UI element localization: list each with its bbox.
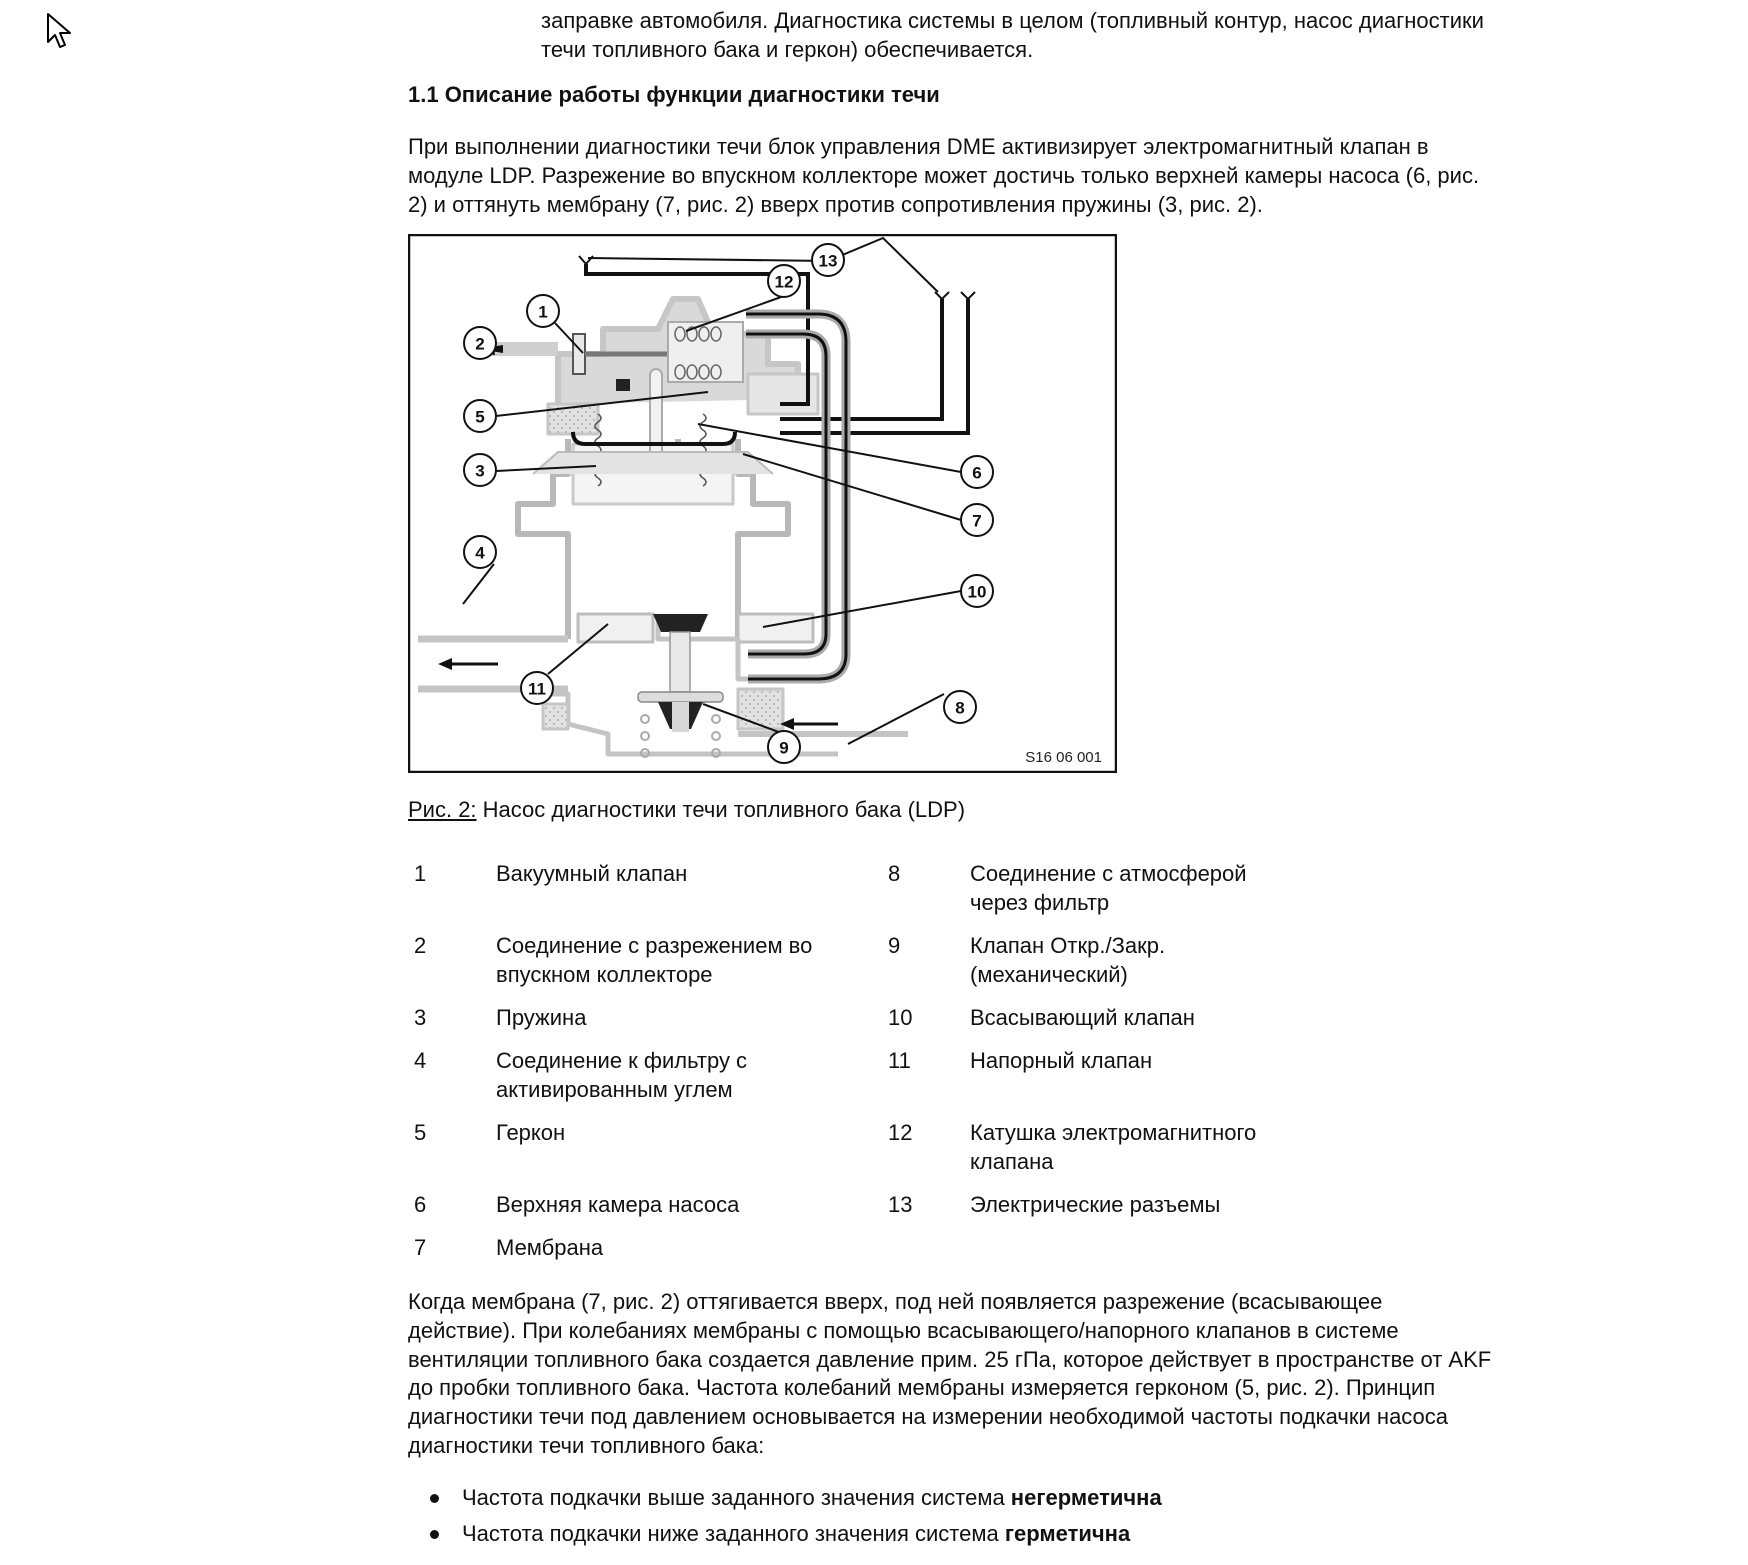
legend-num: 8: [888, 861, 901, 886]
legend-text: Всасывающий клапан: [970, 1005, 1195, 1030]
callout-label: 3: [475, 461, 485, 481]
legend-num: 2: [414, 933, 427, 958]
legend-text: Клапан Откр./Закр.: [970, 933, 1166, 958]
callout-label: 11: [528, 679, 546, 699]
paragraph-line: вентиляции топливного бака создается давление прим. 25 гПа, которое действует в пространстве от AKF: [408, 1347, 1492, 1372]
legend-num: 12: [888, 1120, 913, 1145]
legend-text: Соединение к фильтру с: [496, 1048, 748, 1073]
bullet-icon: [430, 1530, 439, 1539]
legend-num: 9: [888, 933, 901, 958]
intro-line: течи топливного бака и геркон) обеспечивается.: [541, 37, 1034, 62]
legend-text: Напорный клапан: [970, 1048, 1153, 1073]
bullet-icon: [430, 1494, 439, 1503]
legend-text: Соединение с атмосферой: [970, 861, 1247, 886]
bullet-text: Частота подкачки ниже заданного значения система: [462, 1521, 1005, 1546]
legend-text: Пружина: [496, 1005, 587, 1030]
bullet-item: [462, 1519, 1130, 1548]
figure-code: S16 06 001: [1025, 749, 1102, 766]
callout-label: 12: [774, 272, 794, 292]
paragraph-line: диагностики течи топливного бака:: [408, 1433, 765, 1458]
legend-num: 1: [414, 861, 427, 886]
legend-num: 11: [888, 1048, 911, 1073]
legend-text: клапана: [970, 1149, 1054, 1174]
legend-text: через фильтр: [970, 890, 1110, 915]
legend-text: Верхняя камера насоса: [496, 1192, 740, 1217]
legend-num: 4: [414, 1048, 427, 1073]
legend-text: Катушка электромагнитного: [970, 1120, 1257, 1145]
paragraph-line: 2) и оттянуть мембрану (7, рис. 2) вверх против сопротивления пружины (3, рис. 2).: [408, 192, 1263, 217]
callout-label: 10: [967, 582, 987, 602]
legend-num: 13: [888, 1192, 913, 1217]
figure-caption: [408, 795, 965, 824]
bullet-bold: герметична: [1004, 1521, 1131, 1546]
legend-text: Вакуумный клапан: [496, 861, 688, 886]
intro-line: заправке автомобиля. Диагностика системы в целом (топливный контур, насос диагностики: [541, 8, 1484, 33]
paragraph-line: Когда мембрана (7, рис. 2) оттягивается вверх, под ней появляется разрежение (всасывающее: [408, 1289, 1383, 1314]
bullet-item: [462, 1483, 1162, 1512]
callout-label: 13: [818, 251, 838, 271]
callout-label: 4: [475, 543, 485, 563]
callout-label: 2: [475, 334, 485, 354]
bullet-text: Частота подкачки выше заданного значения система: [462, 1485, 1011, 1510]
legend-text: Электрические разъемы: [970, 1192, 1221, 1217]
figure-caption-text: Насос диагностики течи топливного бака (LDP): [476, 797, 966, 822]
legend-text: впускном коллекторе: [496, 962, 713, 987]
ldp-pump-diagram: [408, 234, 1117, 773]
legend-num: 3: [414, 1005, 427, 1030]
callout-label: 8: [955, 698, 965, 718]
legend-text: Мембрана: [496, 1235, 604, 1260]
section-heading: 1.1 Описание работы функции диагностики течи: [408, 82, 940, 107]
paragraph-line: до пробки топливного бака. Частота колебаний мембраны измеряется герконом (5, рис. 2). Принцип: [408, 1375, 1436, 1400]
paragraph-line: действие). При колебаниях мембраны с помощью всасывающего/напорного клапанов в системе: [408, 1318, 1399, 1343]
bullet-bold: негерметична: [1010, 1485, 1162, 1510]
paragraph-line: диагностики течи под давлением основывается на измерении необходимой частоты подкачки насоса: [408, 1404, 1449, 1429]
paragraph-line: модуле LDP. Разрежение во впускном коллекторе может достичь только верхней камеры насоса (6, рис.: [408, 163, 1480, 188]
mouse-pointer-icon: [46, 12, 74, 52]
legend-text: активированным углем: [496, 1077, 733, 1102]
legend-text: (механический): [970, 962, 1128, 987]
legend-text: Соединение с разрежением во: [496, 933, 813, 958]
callout-label: 1: [538, 302, 548, 322]
legend-num: 5: [414, 1120, 427, 1145]
callout-label: 9: [779, 738, 789, 758]
legend-num: 7: [414, 1235, 427, 1260]
legend-num: 10: [888, 1005, 913, 1030]
figure-ref: Рис. 2:: [408, 797, 477, 822]
legend-num: 6: [414, 1192, 427, 1217]
legend-text: Геркон: [496, 1120, 566, 1145]
callout-label: 7: [972, 511, 982, 531]
paragraph-line: При выполнении диагностики течи блок управления DME активизирует электромагнитный клапан в: [408, 134, 1429, 159]
callout-label: 5: [475, 407, 485, 427]
callout-label: 6: [972, 463, 982, 483]
